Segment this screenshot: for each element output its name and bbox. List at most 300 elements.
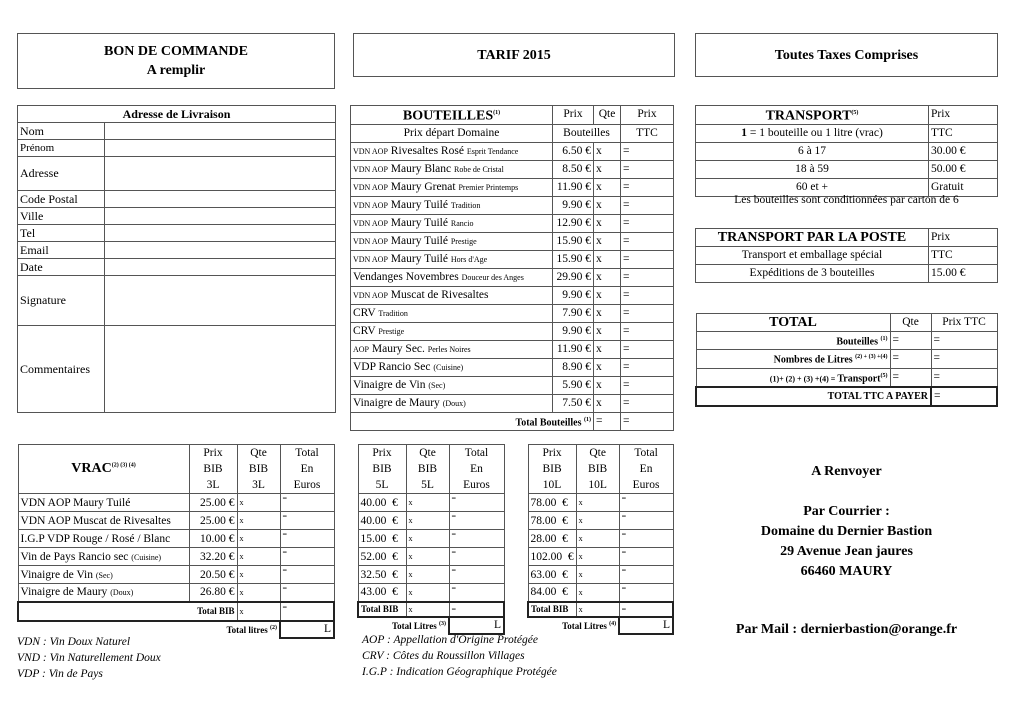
bouteille-label: Maury Tuilé — [390, 252, 448, 265]
field-input-commentaires[interactable] — [105, 326, 336, 413]
total-transport-row-qte[interactable]: = — [890, 368, 931, 387]
bouteille-price: 6.50 € — [553, 142, 594, 160]
total-payer-value[interactable]: = — [931, 387, 997, 406]
bouteille-price: 7.50 € — [553, 394, 594, 412]
bouteille-qte[interactable]: x — [594, 178, 621, 196]
vrac-price: 32.20 € — [189, 548, 237, 566]
vrac-price: 26.80 € — [189, 584, 237, 602]
bib5-qte[interactable]: x — [406, 512, 449, 530]
bib5-total[interactable]: = — [449, 494, 504, 512]
field-label-code-postal: Code Postal — [18, 191, 105, 208]
bib10-total-litres-label — [528, 617, 619, 634]
notes-mid — [362, 632, 557, 680]
bib10-row — [528, 566, 673, 584]
transport-sub-ttc: TTC — [929, 124, 998, 142]
bouteille-price: 11.90 € — [553, 340, 594, 358]
bouteille-total[interactable]: = — [621, 376, 674, 394]
bouteille-row — [351, 304, 674, 322]
bouteille-suffix: Esprit Tendance — [466, 146, 519, 156]
field-input-code-postal[interactable] — [105, 191, 336, 208]
bouteille-suffix: (Doux) — [442, 398, 466, 408]
bib5-total-litres-label — [358, 617, 449, 634]
transport-range-3: 60 et + — [696, 178, 929, 196]
bib5-qte[interactable]: x — [406, 566, 449, 584]
bib5-price: 40.00 € — [358, 512, 406, 530]
bib10-row — [528, 548, 673, 566]
bib10-row — [528, 494, 673, 512]
total-litres-row-qte[interactable]: = — [890, 350, 931, 368]
vrac-total[interactable]: = — [280, 584, 334, 602]
bib5-total-bib-qte[interactable]: x — [406, 602, 449, 617]
total-litres-row-text: Nombres de Litres — [773, 354, 853, 366]
sub-prix-depart: Prix départ Domaine — [351, 124, 553, 142]
bouteille-row — [351, 394, 674, 412]
vrac-total[interactable]: = — [280, 530, 334, 548]
bouteille-pre: VDN AOP — [353, 146, 388, 156]
bouteille-name — [351, 196, 553, 214]
bib10-total-bib-total[interactable]: = — [619, 602, 673, 617]
bib10-h-qte-2: BIB — [588, 463, 608, 475]
bib10-total[interactable]: = — [619, 566, 673, 584]
vrac-title-text: VRAC — [71, 461, 112, 476]
renvoyer-block — [695, 462, 998, 582]
col-qte: Qte — [594, 106, 621, 125]
vrac-total-bib-total[interactable]: = — [280, 602, 334, 621]
total-bouteilles-label — [351, 412, 594, 430]
bouteille-label: Maury Blanc — [390, 162, 452, 175]
bouteille-row — [351, 376, 674, 394]
col-prix-ttc: Prix — [621, 106, 674, 125]
poste-row1-val: TTC — [929, 247, 998, 265]
note-vnd: VND : Vin Naturellement Doux — [17, 652, 161, 664]
bib10-price: 78.00 € — [528, 494, 576, 512]
bouteille-total[interactable]: = — [621, 142, 674, 160]
vrac-label: Vinaigre de Maury — [20, 586, 108, 599]
bouteille-name — [351, 358, 553, 376]
vrac-total[interactable]: = — [280, 566, 334, 584]
note-aop: AOP : Appellation d'Origine Protégée — [362, 634, 538, 646]
vrac-price: 10.00 € — [189, 530, 237, 548]
header-bon-line1: BON DE COMMANDE — [104, 44, 248, 59]
poste-row1: Transport et emballage spécial — [696, 247, 929, 265]
vrac-label: VDN AOP Muscat de Rivesaltes — [20, 514, 171, 527]
vrac-h-total-3: Euros — [293, 479, 321, 491]
bib5-h-prix — [358, 445, 406, 494]
bib5-row — [358, 494, 504, 512]
bib10-qte[interactable]: x — [576, 584, 619, 602]
bouteille-row — [351, 340, 674, 358]
bouteille-price: 15.90 € — [553, 250, 594, 268]
bouteille-qte[interactable]: x — [594, 340, 621, 358]
bib10-h-qte — [576, 445, 619, 494]
vrac-total-bib-qte[interactable]: x — [237, 602, 280, 621]
bouteille-row — [351, 322, 674, 340]
bouteille-qte[interactable]: x — [594, 160, 621, 178]
bib10-price: 84.00 € — [528, 584, 576, 602]
bouteille-suffix: Tradition — [450, 200, 481, 210]
bouteille-qte[interactable]: x — [594, 214, 621, 232]
transport-price-2: 50.00 € — [929, 160, 998, 178]
transport-table — [695, 105, 998, 197]
field-input-signature[interactable] — [105, 276, 336, 326]
bouteille-total[interactable]: = — [621, 178, 674, 196]
total-title: TOTAL — [696, 314, 890, 332]
bib5-h-qte-3: 5L — [421, 479, 434, 491]
vrac-total[interactable]: = — [280, 512, 334, 530]
bouteille-total[interactable]: = — [621, 394, 674, 412]
vrac-total-bib-label: Total BIB — [18, 602, 237, 621]
vrac-qte[interactable]: x — [237, 494, 280, 512]
bouteilles-table — [350, 105, 674, 431]
bib5-total-litres-sup: (3) — [439, 620, 446, 627]
field-input-tel[interactable] — [105, 225, 336, 242]
bib5-total-bib-label: Total BIB — [358, 602, 406, 617]
vrac-price: 20.50 € — [189, 566, 237, 584]
total-bouteilles-row-sup: (1) — [880, 336, 888, 342]
bib10-h-total-3: Euros — [632, 479, 660, 491]
bouteille-qte[interactable]: x — [594, 358, 621, 376]
bib10-qte[interactable]: x — [576, 548, 619, 566]
total-col-qte: Qte — [890, 314, 931, 332]
bib10-qte[interactable]: x — [576, 566, 619, 584]
bouteille-total[interactable]: = — [621, 322, 674, 340]
vrac-name — [18, 494, 189, 512]
bouteille-total[interactable]: = — [621, 340, 674, 358]
vrac-label: Vin de Pays Rancio sec — [20, 550, 129, 563]
bib5-h-qte-2: BIB — [417, 463, 438, 475]
field-input-adresse[interactable] — [105, 157, 336, 191]
bib10-h-qte-3: 10L — [588, 479, 607, 491]
vrac-qte[interactable]: x — [237, 566, 280, 584]
bib5-total[interactable]: = — [449, 584, 504, 602]
total-litres-row-prix[interactable]: = — [931, 350, 997, 368]
vrac-row — [18, 512, 334, 530]
bouteille-total[interactable]: = — [621, 196, 674, 214]
bouteille-price: 7.90 € — [553, 304, 594, 322]
vrac-row — [18, 566, 334, 584]
vrac-title-sup: (2) (3) (4) — [111, 462, 136, 469]
bouteille-total[interactable]: = — [621, 214, 674, 232]
bib5-h-qte — [406, 445, 449, 494]
header-ttc — [695, 33, 998, 77]
bouteille-name — [351, 268, 553, 286]
bib5-total[interactable]: = — [449, 566, 504, 584]
transport-range-1: 6 à 17 — [696, 142, 929, 160]
bouteille-name — [351, 394, 553, 412]
total-bouteilles-text: Total Bouteilles — [515, 416, 582, 428]
bib5-price: 32.50 € — [358, 566, 406, 584]
bouteille-name — [351, 178, 553, 196]
bouteille-label: Vendanges Novembres — [353, 270, 459, 283]
bouteille-name — [351, 304, 553, 322]
bib10-total[interactable]: = — [619, 584, 673, 602]
bouteille-label: Vinaigre de Maury — [353, 396, 440, 409]
vrac-h-qte-1: Qte — [250, 447, 267, 459]
bouteille-suffix: Hors d'Age — [450, 254, 488, 264]
bib10-total-bib-qte[interactable]: x — [576, 602, 619, 617]
transport-sub-bold: 1 — [741, 126, 747, 139]
bib5-total[interactable]: = — [449, 512, 504, 530]
bouteille-qte[interactable]: x — [594, 376, 621, 394]
total-transport-row-text: Transport — [837, 372, 881, 384]
transport-title-text: TRANSPORT — [765, 108, 852, 124]
vrac-h-total-2: En — [300, 463, 314, 475]
vrac-row — [18, 584, 334, 602]
bouteille-name — [351, 376, 553, 394]
vrac-qte[interactable]: x — [237, 548, 280, 566]
bouteille-total[interactable]: = — [621, 358, 674, 376]
bouteilles-title — [351, 106, 553, 125]
renvoyer-ville: 66460 MAURY — [800, 564, 893, 579]
total-bouteilles-row-prix[interactable]: = — [931, 332, 997, 350]
bouteille-pre: VDN AOP — [353, 164, 388, 174]
bib10-h-prix-3: 10L — [542, 479, 562, 491]
bib5-qte[interactable]: x — [406, 530, 449, 548]
bib5-h-prix-2: BIB — [372, 463, 392, 475]
bib5-h-total-3: Euros — [463, 479, 490, 491]
bouteille-row — [351, 160, 674, 178]
field-label-nom: Nom — [18, 123, 105, 140]
bib10-h-total-1: Total — [634, 447, 658, 459]
vrac-total-litres-text: Total litres — [226, 624, 268, 635]
bouteille-price: 8.90 € — [553, 358, 594, 376]
field-input-email[interactable] — [105, 242, 336, 259]
bib10-total-bib-label: Total BIB — [528, 602, 576, 617]
bouteille-label: CRV — [353, 306, 376, 319]
vrac-total[interactable]: = — [280, 494, 334, 512]
field-label-date: Date — [18, 259, 105, 276]
bouteille-price: 9.90 € — [553, 196, 594, 214]
bouteille-qte[interactable]: x — [594, 394, 621, 412]
vrac-suffix: (Cuisine) — [131, 552, 162, 562]
bib5-qte[interactable]: x — [406, 494, 449, 512]
bib5-row — [358, 512, 504, 530]
bouteille-row — [351, 286, 674, 304]
field-input-prenom[interactable] — [105, 140, 336, 157]
vrac-qte[interactable]: x — [237, 584, 280, 602]
bib5-total[interactable]: = — [449, 530, 504, 548]
bouteille-name — [351, 160, 553, 178]
bouteille-label: Maury Tuilé — [390, 234, 448, 247]
bouteille-total[interactable]: = — [621, 286, 674, 304]
bib10-total[interactable]: = — [619, 494, 673, 512]
bouteille-name — [351, 340, 553, 358]
bouteille-qte[interactable]: x — [594, 142, 621, 160]
total-col-prix: Prix TTC — [931, 314, 997, 332]
bouteille-row — [351, 250, 674, 268]
transport-sub-rest: = 1 bouteille ou 1 litre (vrac) — [746, 126, 883, 139]
bouteille-total[interactable]: = — [621, 304, 674, 322]
poste-table — [695, 228, 998, 283]
transport-note: Les bouteilles sont conditionnées par carton de 6 — [734, 194, 959, 206]
sub-ttc: TTC — [621, 124, 674, 142]
field-input-nom[interactable] — [105, 123, 336, 140]
header-bon-line2: A remplir — [146, 63, 206, 78]
bouteille-pre: VDN AOP — [353, 254, 388, 264]
poste-col-prix: Prix — [929, 229, 998, 247]
bib10-qte[interactable]: x — [576, 512, 619, 530]
notes-left — [17, 634, 161, 682]
bib10-total[interactable]: = — [619, 548, 673, 566]
field-label-signature: Signature — [18, 276, 105, 326]
bouteille-name — [351, 322, 553, 340]
bouteille-name — [351, 232, 553, 250]
bouteille-qte[interactable]: x — [594, 322, 621, 340]
bouteilles-title-sup: (1) — [493, 110, 501, 116]
bib5-total-litres-text: Total Litres — [391, 620, 437, 631]
vrac-h-prix-1: Prix — [203, 447, 223, 459]
bouteille-pre: VDN AOP — [353, 218, 388, 228]
bouteille-label: Maury Grenat — [390, 180, 456, 193]
vrac-h-qte-3: 3L — [252, 479, 265, 491]
vrac-row — [18, 530, 334, 548]
bouteille-price: 15.90 € — [553, 232, 594, 250]
bib5-qte[interactable]: x — [406, 548, 449, 566]
bouteille-price: 29.90 € — [553, 268, 594, 286]
total-transport-row-sup: (5) — [880, 372, 888, 379]
bouteille-suffix: Douceur des Anges — [461, 272, 524, 282]
bouteille-suffix: Tradition — [378, 308, 408, 318]
bouteille-suffix: Premier Printemps — [458, 182, 519, 192]
livraison-table — [17, 105, 336, 413]
transport-price-1: 30.00 € — [929, 142, 998, 160]
bouteille-suffix: Prestige — [450, 236, 477, 246]
vrac-total[interactable]: = — [280, 548, 334, 566]
vrac-qte[interactable]: x — [237, 512, 280, 530]
total-bouteilles-prix[interactable]: = — [621, 412, 674, 430]
bouteille-label: Vinaigre de Vin — [353, 378, 426, 391]
vrac-label: Vinaigre de Vin — [20, 568, 93, 581]
vrac-h-qte-2: BIB — [248, 463, 269, 475]
bib10-h-total — [619, 445, 673, 494]
bib10-total-litres-value[interactable]: L — [619, 617, 673, 634]
vrac-h-prix-2: BIB — [203, 463, 223, 475]
bouteille-total[interactable]: = — [621, 250, 674, 268]
bib10-h-qte-1: Qte — [589, 447, 606, 459]
bouteille-name — [351, 286, 553, 304]
total-bouteilles-sup: (1) — [584, 416, 591, 423]
bouteille-qte[interactable]: x — [594, 196, 621, 214]
field-input-date[interactable] — [105, 259, 336, 276]
transport-title-sup: (5) — [851, 110, 859, 116]
bib10-price: 28.00 € — [528, 530, 576, 548]
bib10-row — [528, 512, 673, 530]
bouteille-total[interactable]: = — [621, 268, 674, 286]
bouteille-row — [351, 142, 674, 160]
bouteille-label: Rivesaltes Rosé — [390, 144, 464, 157]
bouteille-suffix: (Sec) — [428, 380, 446, 390]
vrac-suffix: (Doux) — [110, 588, 134, 598]
bouteille-qte[interactable]: x — [594, 286, 621, 304]
vrac-label: VDN AOP Maury Tuilé — [20, 496, 131, 509]
bouteille-label: Maury Tuilé — [390, 216, 448, 229]
bouteille-suffix: (Cuisine) — [433, 362, 464, 372]
bib10-h-prix-1: Prix — [542, 447, 562, 459]
bib5-total-litres-value[interactable]: L — [449, 617, 504, 634]
vrac-total-litres-sup: (2) — [270, 624, 277, 631]
bouteille-row — [351, 178, 674, 196]
bib5-row — [358, 548, 504, 566]
total-transport-row-prix[interactable]: = — [931, 368, 997, 387]
bouteille-price: 11.90 € — [553, 178, 594, 196]
bib10-qte[interactable]: x — [576, 530, 619, 548]
vrac-table — [17, 444, 335, 639]
header-ttc-text: Toutes Taxes Comprises — [774, 47, 919, 63]
total-bouteilles-qte[interactable]: = — [594, 412, 621, 430]
bouteille-label: VDP Rancio Sec — [353, 360, 431, 373]
renvoyer-domaine: Domaine du Dernier Bastion — [760, 524, 933, 539]
field-input-ville[interactable] — [105, 208, 336, 225]
bib5-total-bib-total[interactable]: = — [449, 602, 504, 617]
bib10-total[interactable]: = — [619, 512, 673, 530]
vrac-row — [18, 548, 334, 566]
total-litres-row-sup: (2) + (3) +(4) — [855, 354, 888, 361]
note-vdn: VDN : Vin Doux Naturel — [17, 636, 131, 648]
bouteille-qte[interactable]: x — [594, 250, 621, 268]
bib10-total[interactable]: = — [619, 530, 673, 548]
bib10-total-litres-text: Total Litres — [562, 620, 607, 631]
bouteille-total[interactable]: = — [621, 160, 674, 178]
field-label-email: Email — [18, 242, 105, 259]
bouteille-qte[interactable]: x — [594, 268, 621, 286]
poste-row2: Expéditions de 3 bouteilles — [696, 265, 929, 283]
bib5-row — [358, 530, 504, 548]
bouteille-total[interactable]: = — [621, 232, 674, 250]
bib5-qte[interactable]: x — [406, 584, 449, 602]
field-label-tel: Tel — [18, 225, 105, 242]
vrac-h-prix-3: 3L — [206, 479, 220, 491]
sub-bouteilles: Bouteilles — [553, 124, 621, 142]
vrac-h-total — [280, 445, 334, 494]
total-bouteilles-row — [696, 332, 890, 350]
bib5-h-total-1: Total — [464, 447, 489, 459]
bouteille-pre: VDN AOP — [353, 200, 388, 210]
bouteille-pre: VDN AOP — [353, 236, 388, 246]
total-transport-row-pre: (1)+ (2) + (3) +(4) = — [769, 373, 838, 383]
bouteille-suffix: Robe de Cristal — [454, 164, 504, 174]
bib5-h-total-2: En — [470, 463, 483, 475]
bouteille-price: 5.90 € — [553, 376, 594, 394]
vrac-qte[interactable]: x — [237, 530, 280, 548]
renvoyer-mail[interactable]: Par Mail : dernierbastion@orange.fr — [735, 622, 958, 637]
vrac-h-qte — [237, 445, 280, 494]
bouteille-price: 8.50 € — [553, 160, 594, 178]
bib10-table — [527, 444, 674, 635]
col-prix: Prix — [553, 106, 594, 125]
total-litres-row — [696, 350, 890, 368]
vrac-total-litres-value[interactable]: L — [280, 621, 334, 638]
total-bouteilles-row-qte[interactable]: = — [890, 332, 931, 350]
vrac-price: 25.00 € — [189, 494, 237, 512]
bib10-h-total-2: En — [639, 463, 653, 475]
bouteille-label: Maury Tuilé — [390, 198, 448, 211]
field-label-prenom: Prénom — [18, 140, 105, 157]
vrac-title — [18, 445, 189, 494]
bib10-qte[interactable]: x — [576, 494, 619, 512]
vrac-name — [18, 584, 189, 602]
transport-price-3: Gratuit — [929, 178, 998, 196]
bouteille-qte[interactable]: x — [594, 304, 621, 322]
bib10-row — [528, 530, 673, 548]
vrac-name — [18, 548, 189, 566]
renvoyer-rue: 29 Avenue Jean jaures — [780, 544, 913, 559]
bib5-total[interactable]: = — [449, 548, 504, 566]
transport-col-prix: Prix — [929, 106, 998, 125]
bouteille-qte[interactable]: x — [594, 232, 621, 250]
bib10-price: 102.00 € — [528, 548, 576, 566]
vrac-row — [18, 494, 334, 512]
bib5-h-prix-3: 5L — [375, 479, 389, 491]
